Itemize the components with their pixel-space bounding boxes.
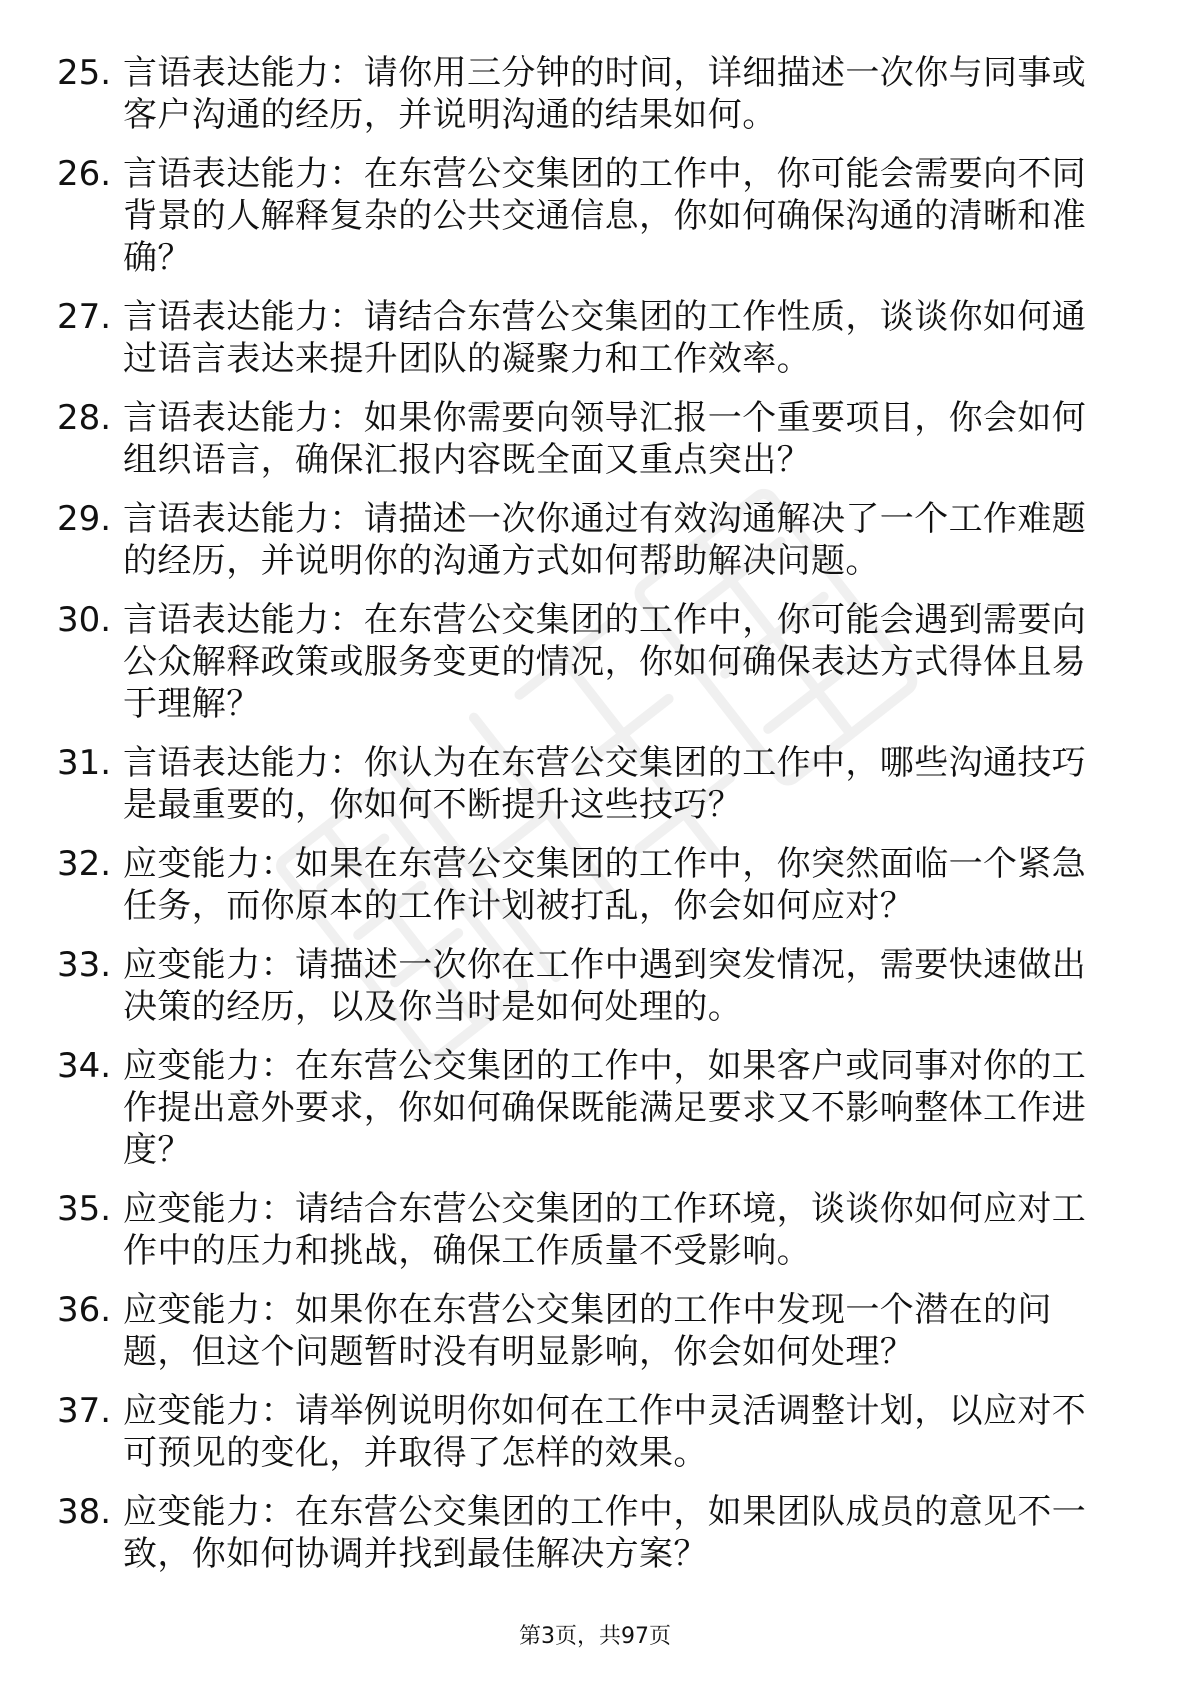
question-number: 37. <box>57 1391 112 1431</box>
question-number: 34. <box>57 1046 112 1086</box>
page-footer <box>0 1622 1190 1652</box>
question-number: 35. <box>57 1189 112 1229</box>
question-item-26 <box>57 153 1107 279</box>
question-text: 言语表达能力：你认为在东营公交集团的工作中，哪些沟通技巧是最重要的，你如何不断提升这些技巧？ <box>123 743 1087 825</box>
question-number: 33. <box>57 945 112 985</box>
question-item-29 <box>57 498 1107 582</box>
page-number-text: 第3页，共97页 <box>519 1624 671 1649</box>
question-item-27 <box>57 296 1107 380</box>
question-number: 32. <box>57 844 112 884</box>
question-item-37 <box>57 1390 1107 1474</box>
question-text: 应变能力：在东营公交集团的工作中，如果团队成员的意见不一致，你如何协调并找到最佳解决方案？ <box>123 1492 1087 1574</box>
question-text: 应变能力：如果你在东营公交集团的工作中发现一个潜在的问题，但这个问题暂时没有明显影响，你会如何处理？ <box>123 1290 1052 1372</box>
question-text: 言语表达能力：在东营公交集团的工作中，你可能会遇到需要向公众解释政策或服务变更的情况，你如何确保表达方式得体且易于理解？ <box>123 600 1087 724</box>
question-item-34 <box>57 1045 1107 1171</box>
question-item-35 <box>57 1188 1107 1272</box>
question-item-31 <box>57 742 1107 826</box>
question-item-38 <box>57 1491 1107 1575</box>
question-number: 25. <box>57 53 112 93</box>
question-text: 应变能力：请结合东营公交集团的工作环境，谈谈你如何应对工作中的压力和挑战，确保工作质量不受影响。 <box>123 1189 1087 1271</box>
question-item-25 <box>57 52 1107 136</box>
question-text: 言语表达能力：请你用三分钟的时间，详细描述一次你与同事或客户沟通的经历，并说明沟通的结果如何。 <box>123 53 1087 135</box>
question-text: 应变能力：在东营公交集团的工作中，如果客户或同事对你的工作提出意外要求，你如何确保既能满足要求又不影响整体工作进度？ <box>123 1046 1087 1170</box>
question-list <box>57 52 1107 1592</box>
question-text: 言语表达能力：如果你需要向领导汇报一个重要项目，你会如何组织语言，确保汇报内容既全面又重点突出？ <box>123 398 1087 480</box>
question-text: 应变能力：请描述一次你在工作中遇到突发情况，需要快速做出决策的经历，以及你当时是如何处理的。 <box>123 945 1087 1027</box>
question-item-30 <box>57 599 1107 725</box>
question-text: 言语表达能力：在东营公交集团的工作中，你可能会需要向不同背景的人解释复杂的公共交通信息，你如何确保沟通的清晰和准确？ <box>123 154 1087 278</box>
question-number: 29. <box>57 499 112 539</box>
question-number: 38. <box>57 1492 112 1532</box>
question-item-36 <box>57 1289 1107 1373</box>
question-number: 36. <box>57 1290 112 1330</box>
question-item-28 <box>57 397 1107 481</box>
question-number: 26. <box>57 154 112 194</box>
question-item-32 <box>57 843 1107 927</box>
question-item-33 <box>57 944 1107 1028</box>
question-text: 应变能力：如果在东营公交集团的工作中，你突然面临一个紧急任务，而你原本的工作计划被打乱，你会如何应对？ <box>123 844 1087 926</box>
question-text: 言语表达能力：请结合东营公交集团的工作性质，谈谈你如何通过语言表达来提升团队的凝聚力和工作效率。 <box>123 297 1087 379</box>
question-number: 31. <box>57 743 112 783</box>
question-number: 27. <box>57 297 112 337</box>
question-text: 应变能力：请举例说明你如何在工作中灵活调整计划，以应对不可预见的变化，并取得了怎样的效果。 <box>123 1391 1087 1473</box>
question-number: 28. <box>57 398 112 438</box>
question-text: 言语表达能力：请描述一次你通过有效沟通解决了一个工作难题的经历，并说明你的沟通方式如何帮助解决问题。 <box>123 499 1087 581</box>
question-number: 30. <box>57 600 112 640</box>
